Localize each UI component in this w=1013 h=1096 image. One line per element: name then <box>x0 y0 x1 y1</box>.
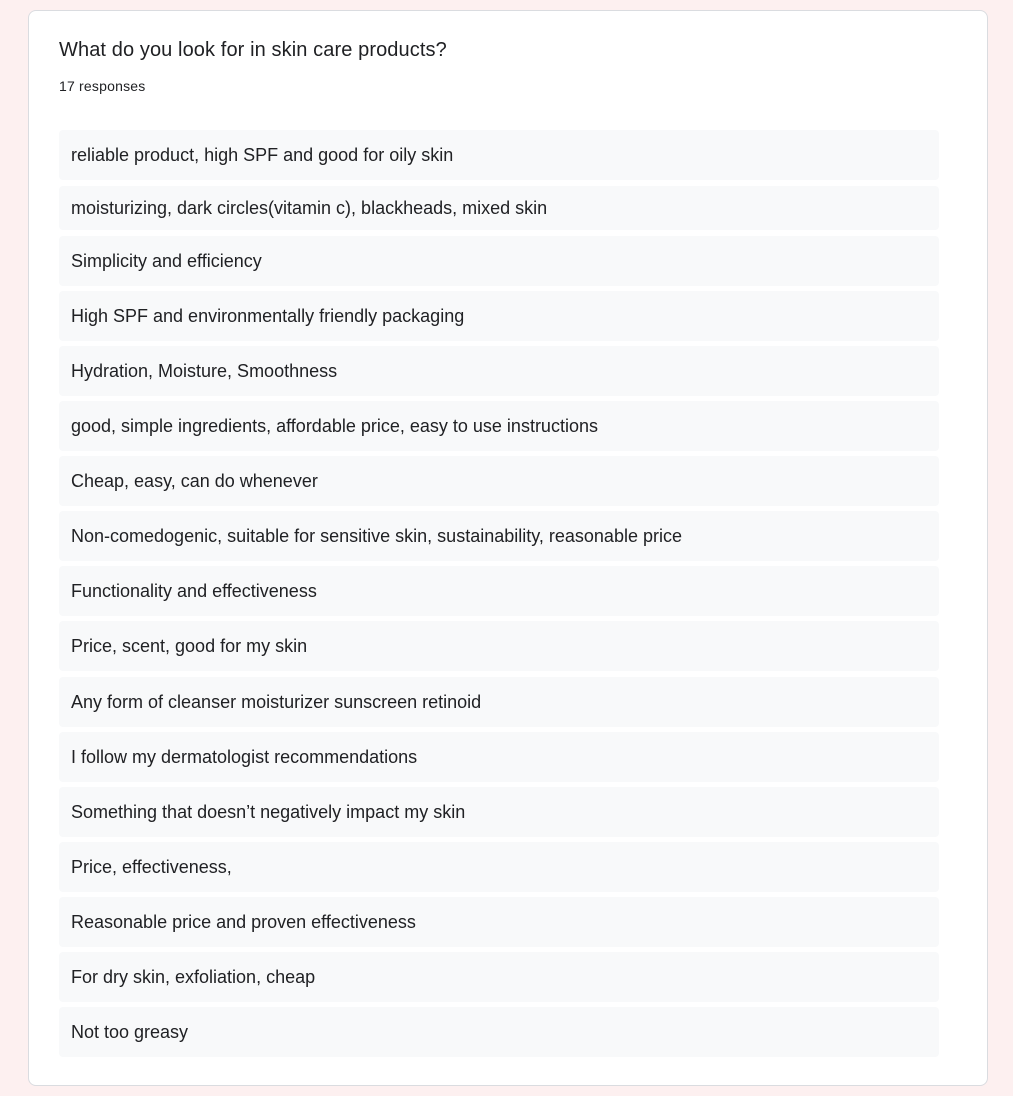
response-count: 17 responses <box>59 78 146 94</box>
response-item: Any form of cleanser moisturizer sunscreen retinoid <box>59 677 939 727</box>
response-item: I follow my dermatologist recommendations <box>59 732 939 782</box>
question-title: What do you look for in skin care products? <box>59 39 447 61</box>
response-item: Functionality and effectiveness <box>59 566 939 616</box>
response-item: Simplicity and efficiency <box>59 236 939 286</box>
response-item: Hydration, Moisture, Smoothness <box>59 346 939 396</box>
response-item: Cheap, easy, can do whenever <box>59 456 939 506</box>
response-item: good, simple ingredients, affordable price, easy to use instructions <box>59 401 939 451</box>
response-summary-card <box>28 10 988 1086</box>
response-item: moisturizing, dark circles(vitamin c), blackheads, mixed skin <box>59 186 939 230</box>
response-item: Reasonable price and proven effectiveness <box>59 897 939 947</box>
response-item: Price, effectiveness, <box>59 842 939 892</box>
response-item: Non-comedogenic, suitable for sensitive skin, sustainability, reasonable price <box>59 511 939 561</box>
response-item: High SPF and environmentally friendly packaging <box>59 291 939 341</box>
response-item: reliable product, high SPF and good for oily skin <box>59 130 939 180</box>
response-item: Something that doesn’t negatively impact my skin <box>59 787 939 837</box>
response-item: Price, scent, good for my skin <box>59 621 939 671</box>
response-item: For dry skin, exfoliation, cheap <box>59 952 939 1002</box>
response-item: Not too greasy <box>59 1007 939 1057</box>
